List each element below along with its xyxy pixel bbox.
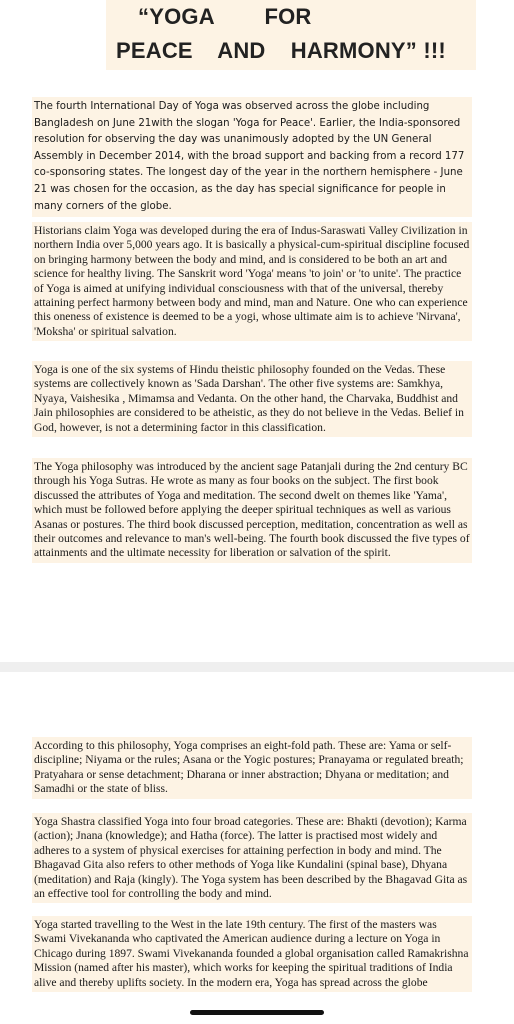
paragraph-categories: Yoga Shastra classified Yoga into four broad categories. These are: Bhakti (devotion); Karma (action); Jnana (knowledge); and Hatha (force). The latter is practised most widely and adheres to a system of physical exercises for attaining perfection in body and mind. The Bhagavad Gita also refers to other methods of Yoga like Kundalini (spinal base), Dhyana (meditation) and Raja (kingly). The Yoga system has been described by the Bhagavad Gita as an effective tool for controlling the body and mind. [32, 813, 472, 903]
paragraph-west: Yoga started travelling to the West in the late 19th century. The first of the masters was Swami Vivekananda who captivated the American audience during a lecture on Yoga in Chicago during 1897. Swami Vivekananda founded a global organisation called Ramakrishna Mission (named after his master), which works for keeping the spiritual traditions of India alive and thereby uplifts society. In the modern era, Yoga has spread across the globe [32, 916, 472, 992]
document-page-2 [0, 672, 514, 1024]
page-title-line-2: PEACE AND HARMONY” !!! [116, 38, 446, 63]
page-title-line-1: “YOGA FOR [138, 4, 312, 29]
paragraph-intro: The fourth International Day of Yoga was observed across the globe including Bangladesh on June 21with the slogan 'Yoga for Peace'. Earlier, the India-sponsored resolution for observing the day was unanimously adopted by the UN General Assembly in December 2014, with the broad support and backing from a record 177 co-sponsoring states. The longest day of the year in the northern hemisphere - June 21 was chosen for the occasion, as the day has special significance for people in many corners of the globe. [32, 97, 472, 217]
paragraph-systems: Yoga is one of the six systems of Hindu theistic philosophy founded on the Vedas. These systems are collectively known as 'Sada Darshan'. The other five systems are: Samkhya, Nyaya, Vaishesika , Mimamsa and Vedanta. On the other hand, the Charvaka, Buddhist and Jain philosophies are considered to be atheistic, as they do not believe in the Vedas. Belief in God, however, is not a determining factor in this classification. [32, 361, 472, 437]
paragraph-eightfold-path: According to this philosophy, Yoga comprises an eight-fold path. These are: Yama or self-discipline; Niyama or the rules; Asana or the Yogic postures; Pranayama or regulated breath; Pratyahara or sense detachment; Dharana or inner abstraction; Dhyana or meditation; and Samadhi or the state of bliss. [32, 737, 472, 799]
page-divider [0, 662, 514, 672]
paragraph-patanjali: The Yoga philosophy was introduced by the ancient sage Patanjali during the 2nd century BC through his Yoga Sutras. He wrote as many as four books on the subject. The first book discussed the attributes of Yoga and meditation. The second dwelt on themes like 'Yama', which must be followed before applying the deeper spiritual techniques as well as various Asanas or postures. The third book discussed perception, meditation, concentration as well as their outcomes and relevance to man's well-being. The fourth book discussed the five types of attainments and the ultimate necessity for liberation or salvation of the spirit. [32, 458, 472, 563]
home-indicator[interactable] [190, 1010, 324, 1015]
paragraph-history: Historians claim Yoga was developed during the era of Indus-Saraswati Valley Civilization in northern India over 5,000 years ago. It is basically a physical-cum-spiritual discipline focused on bringing harmony between the body and mind, and is considered to be both an art and science for healthy living. The Sanskrit word 'Yoga' means 'to join' or 'to unite'. The practice of Yoga is aimed at unifying individual consciousness with that of the universal, thereby attaining perfect harmony between body and mind, man and Nature. One who can experience this oneness of existence is deemed to be a yogi, whose ultimate aim is to achieve 'Nirvana', 'Moksha' or spiritual salvation. [32, 222, 472, 341]
